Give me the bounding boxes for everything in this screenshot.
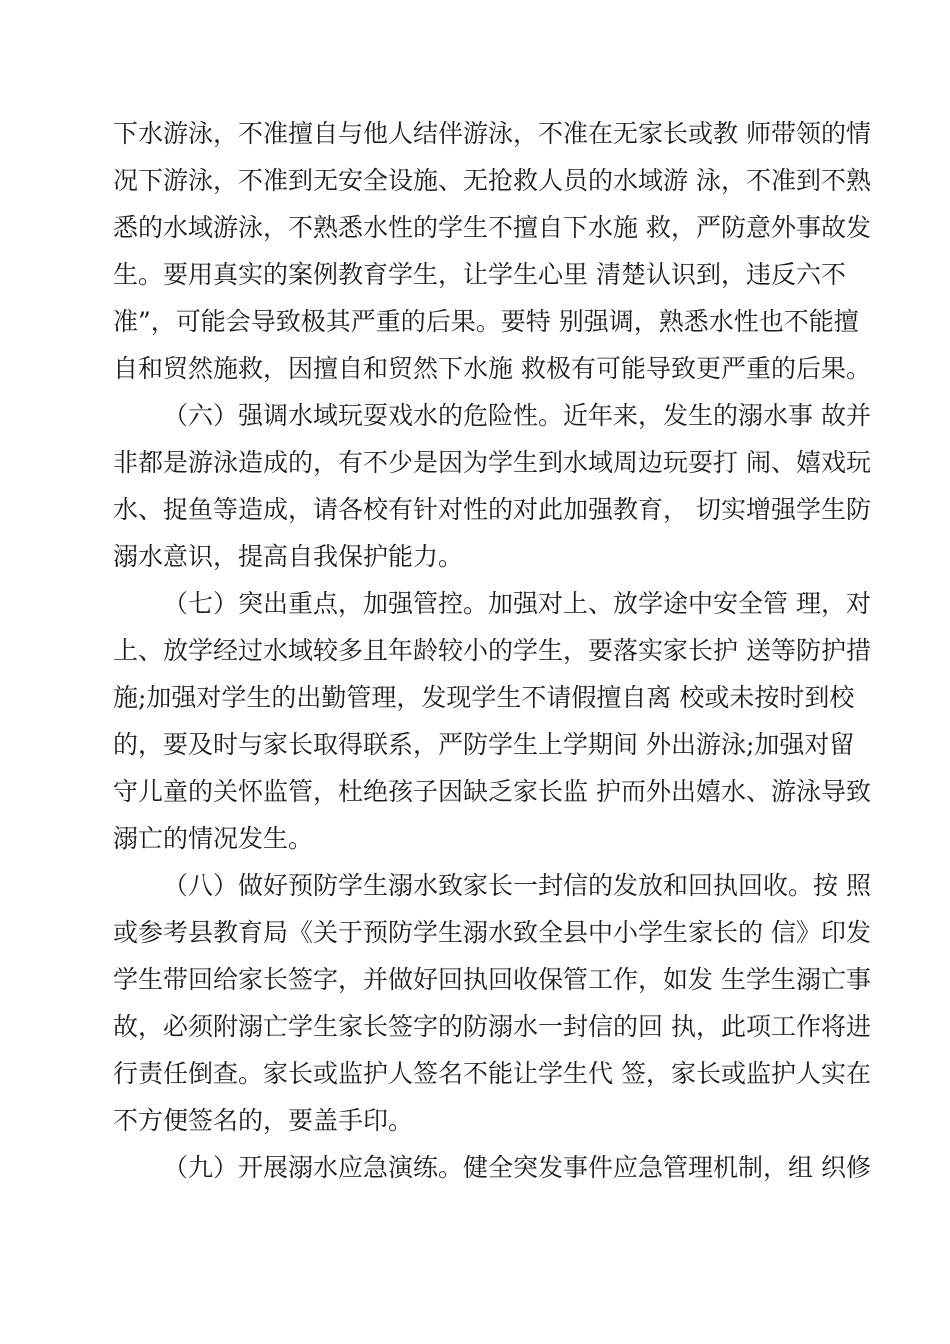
text-line: 溺水意识，提高自我保护能力。 — [113, 542, 464, 571]
text-line: 故，必须附溺亡学生家长签字的防溺水一封信的回 执，此项工作将进 — [113, 1012, 871, 1041]
text-line: 悉的水域游泳，不熟悉水性的学生不擅自下水施 救，严防意外事故发 — [113, 213, 871, 242]
text-line: 非都是游泳造成的，有不少是因为学生到水域周边玩耍打 闹、嬉戏玩 — [113, 448, 871, 477]
text-line: 水、捉鱼等造成，请各校有针对性的对此加强教育， 切实增强学生防 — [113, 495, 871, 524]
text-line: 上、放学经过水域较多且年龄较小的学生，要落实家长护 送等防护措 — [113, 636, 871, 665]
text-line: 施;加强对学生的出勤管理，发现学生不请假擅自离 校或未按时到校 — [113, 683, 855, 712]
paragraph-nine-heading-line: （九）开展溺水应急演练。健全突发事件应急管理机制，组 织修 — [163, 1153, 871, 1182]
text-line: 守儿童的关怀监管，杜绝孩子因缺乏家长监 护而外出嬉水、游泳导致 — [113, 777, 871, 806]
paragraph-seven-heading-line: （七）突出重点，加强管控。加强对上、放学途中安全管 理，对 — [163, 589, 871, 618]
text-line: 自和贸然施救，因擅自和贸然下水施 救极有可能导致更严重的后果。 — [113, 354, 871, 383]
text-line: 生。要用真实的案例教育学生，让学生心里 清楚认识到，违反六不 — [113, 260, 846, 289]
text-line: 行责任倒查。家长或监护人签名不能让学生代 签，家长或监护人实在 — [113, 1059, 871, 1088]
text-line: 或参考县教育局《关于预防学生溺水致全县中小学生家长的 信》印发 — [113, 918, 871, 947]
paragraph-six-heading-line: （六）强调水域玩耍戏水的危险性。近年来，发生的溺水事 故并 — [163, 401, 871, 430]
text-line: 下水游泳，不准擅自与他人结伴游泳，不准在无家长或教 师带领的情 — [113, 119, 871, 148]
text-line: 的，要及时与家长取得联系，严防学生上学期间 外出游泳;加强对留 — [113, 730, 855, 759]
text-line: 学生带回给家长签字，并做好回执回收保管工作，如发 生学生溺亡事 — [113, 965, 871, 994]
text-line: 准”，可能会导致极其严重的后果。要特 别强调，熟悉水性也不能擅 — [113, 307, 859, 336]
document-body — [113, 110, 871, 1191]
text-line: 不方便签名的，要盖手印。 — [113, 1106, 414, 1135]
text-line: 况下游泳，不准到无安全设施、无抢救人员的水域游 泳，不准到不熟 — [113, 166, 871, 195]
text-line: 溺亡的情况发生。 — [113, 824, 314, 853]
paragraph-eight-heading-line: （八）做好预防学生溺水致家长一封信的发放和回执回收。按 照 — [163, 871, 871, 900]
